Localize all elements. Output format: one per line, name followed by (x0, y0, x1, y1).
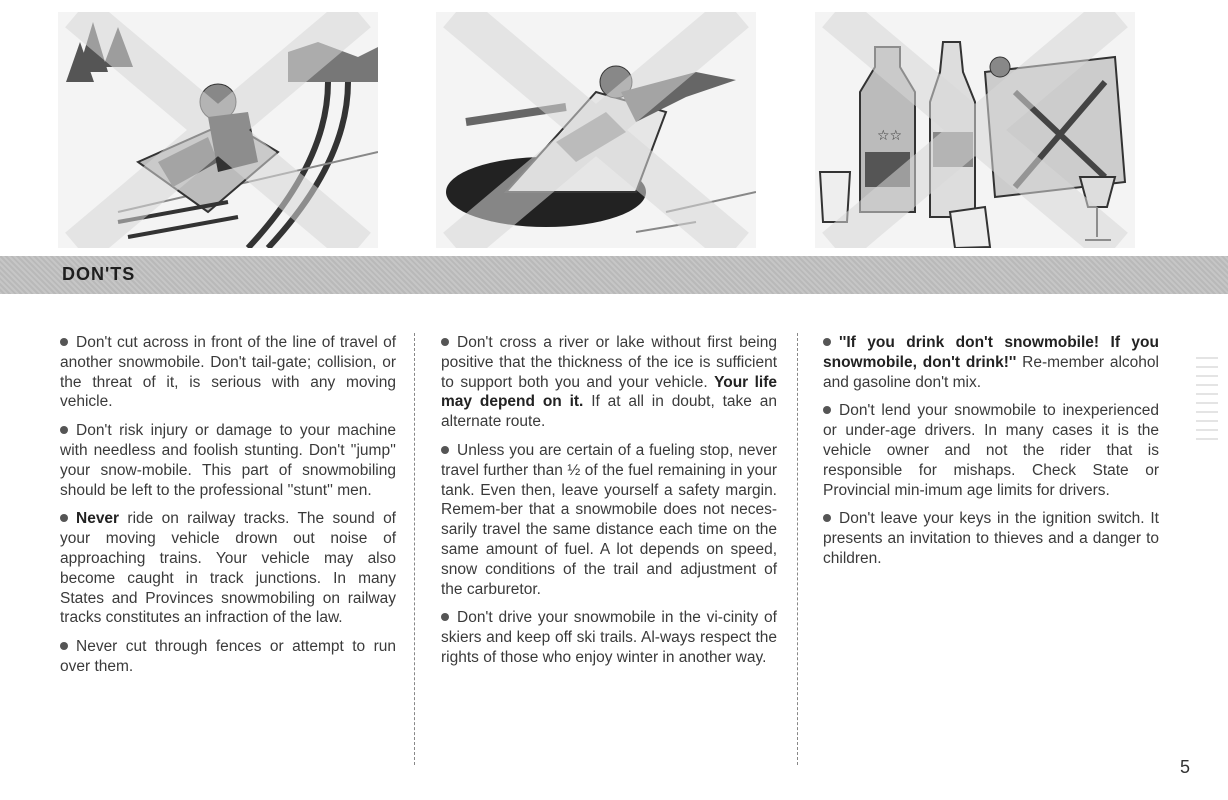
emphasis: ''If you drink don't snowmobile! If you snowmobile, don't drink!'' (823, 334, 1159, 371)
paragraph: Don't lend your snowmobile to inexperienced or under-age drivers. In many cases it is the vehicle owner and not the rider that is responsible for mishaps. Check State or Provincial min-imum age limits for drivers. (823, 402, 1159, 499)
column-2 (441, 333, 777, 677)
bullet-icon (441, 613, 449, 621)
paragraph: ''If you drink don't snowmobile! If you snowmobile, don't drink!'' Re-member alcohol and gasoline don't mix. (823, 334, 1159, 391)
page-number: 5 (1180, 757, 1191, 777)
bullet-icon (441, 446, 449, 454)
bullet-icon (60, 642, 68, 650)
svg-text:☆☆: ☆☆ (877, 128, 903, 144)
column-1 (60, 333, 396, 686)
emphasis: Your life may depend on it. (441, 373, 777, 411)
bullet-icon (60, 338, 68, 346)
alcohol-and-gasoline-illustration (815, 12, 1135, 248)
bullet-icon (60, 514, 68, 522)
paragraph: Don't cut across in front of the line of travel of another snowmobile. Don't tail-gate; collision, or the threat of it, is serious with any moving vehicle. (60, 334, 396, 411)
section-title: DON'TS (62, 264, 136, 284)
emphasis: Never (76, 510, 120, 528)
bullet-icon (823, 514, 831, 522)
paragraph: Never cut through fences or attempt to run over them. (60, 638, 396, 675)
paragraph: Never ride on railway tracks. The sound of your moving vehicle drown out noise of approaching trains. Your vehicle may also become caught in track junctions. In many States and Provinces snowmobiling on railway tracks constitutes an infraction of the law. (60, 510, 396, 627)
paragraph: Don't leave your keys in the ignition switch. It presents an invitation to thieves and a danger to children. (823, 510, 1159, 567)
bullet-icon (60, 426, 68, 434)
column-divider (414, 333, 415, 765)
bullet-icon (441, 338, 449, 346)
column-3 (823, 333, 1159, 578)
snowmobile-crossing-track-illustration (58, 12, 378, 248)
paragraph: Don't drive your snowmobile in the vi-cinity of skiers and keep off ski trails. Al-ways respect the rights of those who enjoy winter in another way. (441, 609, 777, 666)
bullet-icon (823, 338, 831, 346)
bullet-icon (823, 406, 831, 414)
paragraph: Don't risk injury or damage to your machine with needless and foolish stunting. Don't ''jump'' your snow-mobile. This part of snowmobiling should be left to the professional ''stunt'' men. (60, 422, 396, 499)
column-divider (797, 333, 798, 765)
paragraph: Don't cross a river or lake without first being positive that the thickness of the ice is sufficient to support both you and your vehicle. Your life may depend on it. If at all in doubt, take an alternate route. (441, 334, 778, 431)
margin-scan-artifact (1196, 350, 1218, 440)
paragraph: Unless you are certain of a fueling stop, never travel further than ½ of the fuel remaining in your tank. Even then, leave yourself a safety margin. Remem-ber that a snowmobile does not neces-sarily travel the same distance each time on the same amount of fuel. A lot depends on speed, snow conditions of the trail and adjustment of the carburetor. (441, 441, 777, 598)
section-banner (0, 256, 1228, 294)
snowmobile-through-ice-illustration (436, 12, 756, 248)
